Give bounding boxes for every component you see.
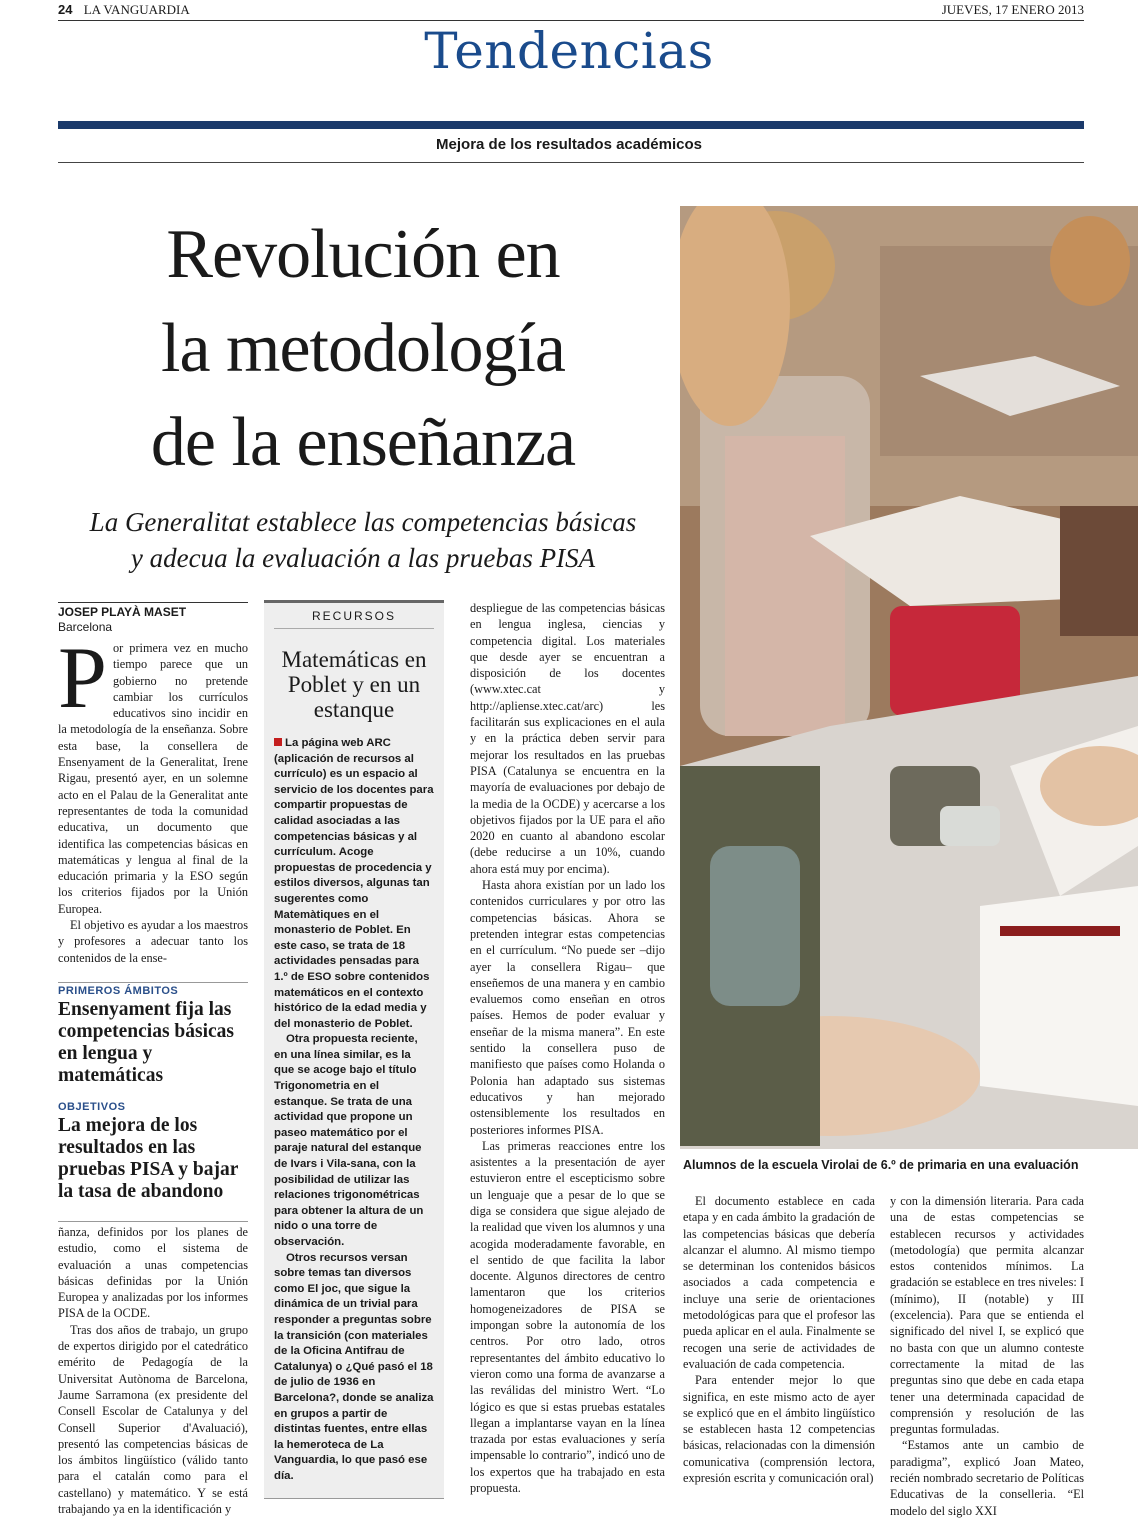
dropcap: P <box>58 630 107 727</box>
body-paragraph: ñanza, definidos por los planes de estudio, como el sistema de evaluación a unas competencias básicas definidas por la Unión Europea y analizadas por los informes PISA de la OCDE. <box>58 1225 248 1321</box>
kicker-rule <box>58 162 1084 163</box>
body-paragraph: El documento establece en cada etapa y en cada ámbito la gradación de las competencias básicas que debería alcanzar el alumno. Al mismo tiempo se determinan los contenidos básicos asociados a cada competencia e incluye una serie de orientaciones metodológicas para que el profesor las pueda aplicar en el aula. Finalmente se recogen una serie de actividades de evaluación de cada competencia. <box>683 1194 875 1371</box>
body-paragraph: y con la dimensión literaria. Para cada una de estas competencias se establecen recursos y actividades (metodología) que permita alcanzar estos contenidos mínimos. La gradación se establece en tres niveles: I (mínimo), II (notable) y III (excelencia). Para que se entienda el significado del nivel I, se explicó que no basta con que un alumno conteste correctamente la mitad de las preguntas sino que debe en cada etapa tener una determinada capacidad de comprensión y resolución de las preguntas formuladas. <box>890 1194 1084 1437</box>
sidehead-title: La mejora de los resultados en las pruebas PISA y bajar la tasa de abandono <box>58 1115 239 1202</box>
body-paragraph: or primera vez en mucho tiempo parece que un gobierno no pretende cambiar los currículos educativos sino incidir en la metodología de la enseñanza. Sobre esta base, la consellera de Ensenyament de la Generalitat, Irene Rigau, presentó ayer, en un solemne acto en el Palau de la Generalitat ante representantes de toda la comunidad educativa, un documento que identifica las competencias básicas en matemáticas y lengua al final de la educación primaria y la ESO según los criterios fijados por la Unión Europea. <box>58 641 248 916</box>
kicker: Mejora de los resultados académicos <box>436 136 702 153</box>
column-4 <box>683 1193 875 1486</box>
sidebar-label: RECURSOS <box>274 603 434 629</box>
photo-caption: Alumnos de la escuela Virolai de 6.º de primaria en una evaluación <box>683 1158 1079 1172</box>
issue-date: JUEVES, 17 ENERO 2013 <box>941 2 1084 17</box>
bullet-icon <box>274 738 282 746</box>
column-1 <box>58 630 248 966</box>
article-photo <box>680 206 1138 1149</box>
headline-line: Revolución en <box>166 216 560 293</box>
sidehead-block <box>58 982 248 1087</box>
subheadline <box>58 504 668 576</box>
body-paragraph: Para entender mejor lo que significa, en este mismo acto de ayer se explicó que en el ámbito lingüístico se establecen hasta 12 competencias básicas, relacionadas con la dimensión comunicativa (comprensión lectora, expresión escrita y comunicación oral) <box>683 1373 875 1486</box>
resources-sidebar <box>264 600 444 1499</box>
subhead-line: La Generalitat establece las competencias básicas <box>89 507 637 537</box>
sidehead-block <box>58 1101 248 1203</box>
body-paragraph: El objetivo es ayudar a los maestros y profesores a adecuar tanto los contenidos de la ense- <box>58 918 248 965</box>
sidebar-paragraph: Otra propuesta reciente, en una línea similar, es la que se acoge bajo el título Trigonometria en el estanque. Se trata de una actividad que propone un paseo matemático por el paraje natural del estanque de Ivars i Vila-sana, con la posibilidad de utilizar las relaciones trigonométricas para obtener la altura de un nido o una torre de observación. <box>274 1033 424 1248</box>
headline <box>58 208 668 490</box>
subhead-line: y adecua la evaluación a las pruebas PISA <box>130 543 596 573</box>
column-3 <box>470 600 665 1496</box>
headline-line: de la enseñanza <box>150 404 576 481</box>
section-bar <box>58 121 1084 129</box>
sidehead-tag: PRIMEROS ÁMBITOS <box>58 985 179 997</box>
sidehead-tag: OBJETIVOS <box>58 1101 126 1113</box>
sidehead-title: Ensenyament fija las competencias básicas en lengua y matemáticas <box>58 999 235 1086</box>
sidebar-paragraph: Otros recursos versan sobre temas tan diversos como El joc, que sigue la dinámica de un trivial para responder a preguntas sobre la transición (con materiales de la Oficina Antifrau de Catalunya) o ¿Qué pasó el 18 de julio de 1936 en Barcelona?, donde se analiza en grupos a partir de distintas fuentes, entre ellas la hemeroteca de La Vanguardia, lo que pasó ese día. <box>274 1251 434 1482</box>
headline-line: la metodología <box>161 310 565 387</box>
sidebar-body <box>274 736 434 1485</box>
body-paragraph: “Estamos ante un cambio de paradigma”, explicó Joan Mateo, recién nombrado secretario de Políticas Educativas de la conselleria. “El modelo del siglo XXI <box>890 1438 1084 1518</box>
body-paragraph: despliegue de las competencias básicas en lengua inglesa, ciencias y competencia digital. Los materiales que desde ayer se encuentran a disposición de los docentes (www.xtec.cat y http://apliense.xtec.cat/arc) les facilitarán sus explicaciones en el aula y en la práctica deben servir para mejorar los resultados en las pruebas PISA (Catalunya se encuentra en la mayoría de evaluaciones por debajo de la media de la OCDE) y acercarse a los objetivos fijados por la UE para el año 2020 en cuanto al abandono escolar (debe reducirse a un 10%, cuando ahora está muy por encima). <box>470 601 665 876</box>
column-1-continued <box>58 1221 248 1517</box>
author-location: Barcelona <box>58 620 113 634</box>
page-header-line <box>58 2 1084 21</box>
publication-name: LA VANGUARDIA <box>83 2 190 17</box>
classroom-photo <box>680 206 1138 1149</box>
column-5 <box>890 1193 1084 1519</box>
body-paragraph: Hasta ahora existían por un lado los contenidos curriculares y por otro las competencias básicas. Ahora se pretenden integrar estas competencias en el currículum. “No puede ser –dijo ayer la consellera Rigau– que enseñemos de una manera y en cambio evaluemos como enseñan en otros países. Hemos de poder evaluar y enseñar de la misma manera”. En este sentido la consellera puso de manifiesto que países como Holanda o Polonia han adaptado sus sistemas educativos y han mejorado ostensiblemente los resultados en posteriores informes PISA. <box>470 878 665 1137</box>
sidebar-paragraph: La página web ARC (aplicación de recursos al currículo) es un espacio al servicio de los docentes para compartir propuestas de calidad asociadas a las competencias básicas y al currículum. Acoge propuestas de procedencia y estilos diversos, algunas tan sugerentes como Matemàtiques en el monasterio de Poblet. En este caso, se trata de 18 actividades pensadas para 1.º de ESO sobre contenidos matemáticos en el contexto histórico de la edad media y del monasterio de Poblet. <box>274 737 434 1030</box>
body-paragraph: Las primeras reacciones entre los asistentes a la presentación de ayer estuvieron entre el escepticismo sobre un lenguaje que a pesar de lo que se diga se considera que sigue alejado de la realidad que viven los alumnos y una acogida moderadamente favorable, en el sentido de que facilita la labor docente. Algunos directores de centro lamentaron que los criterios homogeneizadores de PISA se impongan sobre la autonomía de los centros. Por otro lado, otros representantes del ámbito educativo lo vieron como una forma de avanzarse a las reválidas del ministro Wert. “Lo lógico es que si estas pruebas estatales llegan a implantarse vayan en la línea trazada por estas evaluaciones y sería impensable lo contrario”, indicó uno de los expertos que ha trabajado en esta propuesta. <box>470 1138 665 1496</box>
sidebar-title: Matemáticas en Poblet y en un estanque <box>281 647 427 722</box>
author-name: JOSEP PLAYÀ MASET <box>58 605 187 619</box>
section-title: Tendencias <box>424 22 714 80</box>
page-number: 24 <box>58 2 73 17</box>
body-paragraph: Tras dos años de trabajo, un grupo de expertos dirigido por el catedrático emérito de Pedagogía de la Universitat Autònoma de Barcelona, Jaume Sarramona (ex presidente del Consell Escolar de Catalunya y del Consell Superior d'Avaluació), presentó las competencias básicas de los ámbitos lingüístico (válido tanto para el catalán como para el castellano) y matemático. Y se está trabajando ya en la identificación y <box>58 1322 248 1517</box>
